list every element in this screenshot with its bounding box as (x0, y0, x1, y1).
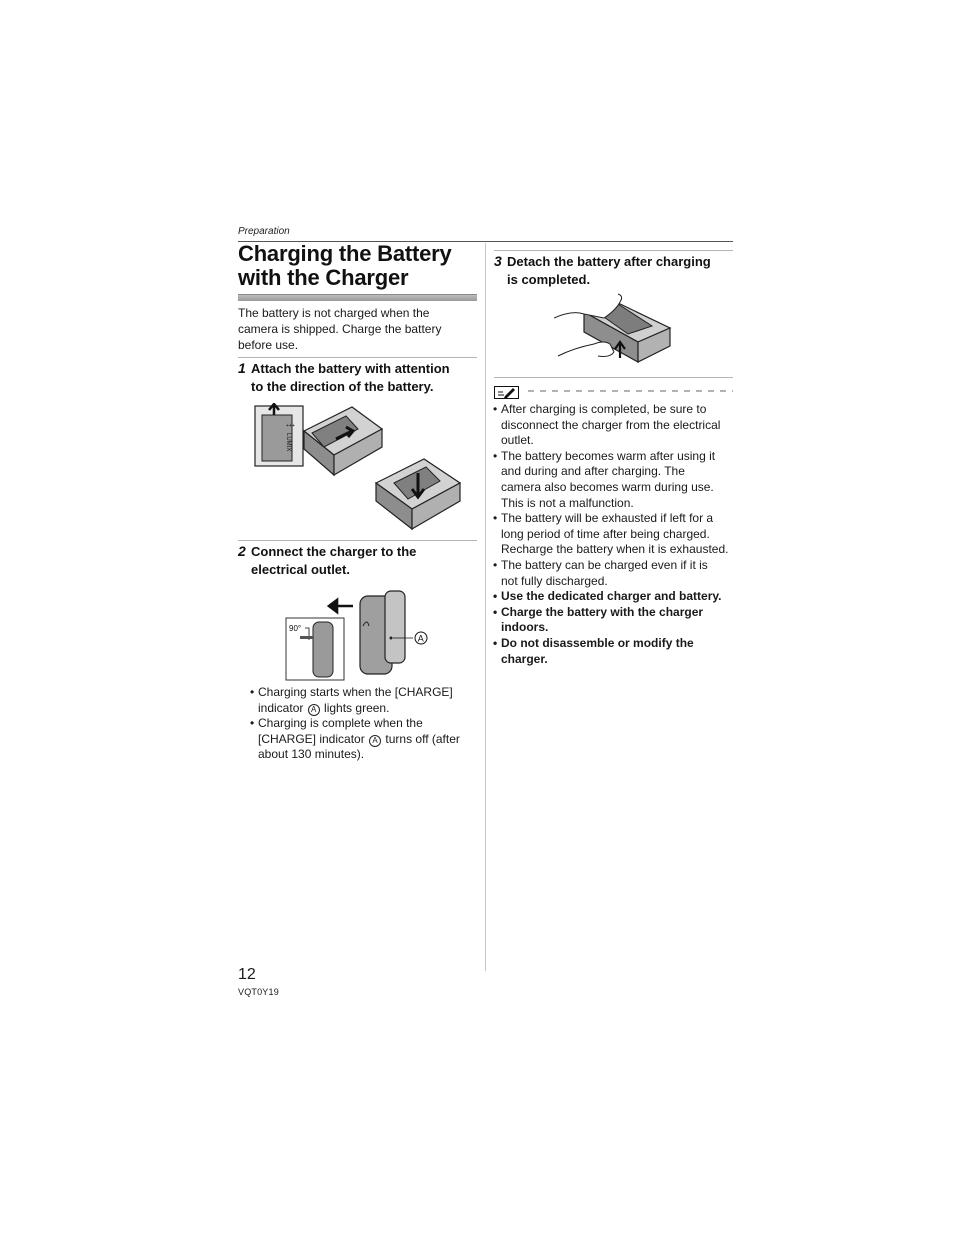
step2-notes-list (250, 685, 478, 763)
step-1-line1: Attach the battery with attention (251, 361, 450, 376)
svg-text:+++: +++ (286, 423, 295, 429)
page-title (238, 242, 478, 290)
step-2-line2: electrical outlet. (251, 561, 350, 577)
notes-dashed-rule (528, 386, 733, 396)
list-item: • Use the dedicated charger and battery. (493, 589, 735, 605)
list-item: • Charging starts when the [CHARGE] indicator A lights green. (250, 685, 478, 716)
list-item: • Charging is complete when the [CHARGE] indicator A turns off (after about 130 minutes). (250, 716, 478, 763)
step-3-heading (494, 253, 734, 288)
battery-brand-label: LUMIX (285, 433, 291, 452)
angle-label: 90° (289, 624, 302, 633)
step-1-number: 1 (238, 360, 246, 376)
plug-prong (300, 636, 313, 639)
step1-rule (238, 357, 477, 358)
intro-line: The battery is not charged when the (238, 306, 430, 320)
step-3-number: 3 (494, 253, 502, 269)
intro-paragraph (238, 305, 478, 353)
list-item: • Charge the battery with the charger indoors. (493, 605, 735, 636)
page-title-line2: with the Charger (238, 265, 409, 290)
title-underline-bar (238, 294, 477, 301)
charger-outlet-illustration (285, 588, 435, 682)
battery-detach-illustration (554, 292, 674, 374)
intro-line: before use. (238, 338, 299, 352)
note-pencil-icon (494, 386, 520, 399)
list-item: • The battery will be exhausted if left for a long period of time after being charged. Recharge the battery when it is exhausted. (493, 511, 735, 558)
hand-bottom (558, 342, 614, 357)
step2-rule (238, 540, 477, 541)
callout-label: A (417, 633, 424, 644)
page-title-line1: Charging the Battery (238, 241, 452, 266)
page-number: 12 (238, 966, 256, 983)
step-1-heading (238, 360, 478, 395)
arrow-left-icon (329, 600, 353, 612)
step-3-line1: Detach the battery after charging (507, 254, 711, 269)
charge-indicator-led (390, 637, 393, 640)
indicator-a-marker: A (369, 735, 381, 747)
battery-attach-illustration (254, 403, 464, 533)
intro-line: camera is shipped. Charge the battery (238, 322, 442, 336)
list-item: • The battery can be charged even if it is not fully discharged. (493, 558, 735, 589)
step-2-number: 2 (238, 543, 246, 559)
list-item: • After charging is completed, be sure to disconnect the charger from the electrical outlet. (493, 402, 735, 449)
step-1-line2: to the direction of the battery. (251, 378, 434, 394)
step-3-line2: is completed. (507, 271, 591, 287)
model-code: VQT0Y19 (238, 987, 279, 997)
step3-rule (494, 250, 733, 251)
column-divider (485, 243, 486, 971)
notes-list (493, 402, 735, 667)
indicator-a-marker: A (308, 704, 320, 716)
step-2-heading (238, 543, 478, 578)
section-label: Preparation (238, 226, 290, 237)
list-item: • Do not disassemble or modify the charger. (493, 636, 735, 667)
notes-rule (494, 377, 733, 378)
charger-side-view (313, 622, 333, 677)
step-2-line1: Connect the charger to the (251, 544, 417, 559)
list-item: • The battery becomes warm after using it and during and after charging. The camera also becomes warm during use. This is not a malfunction. (493, 449, 735, 511)
